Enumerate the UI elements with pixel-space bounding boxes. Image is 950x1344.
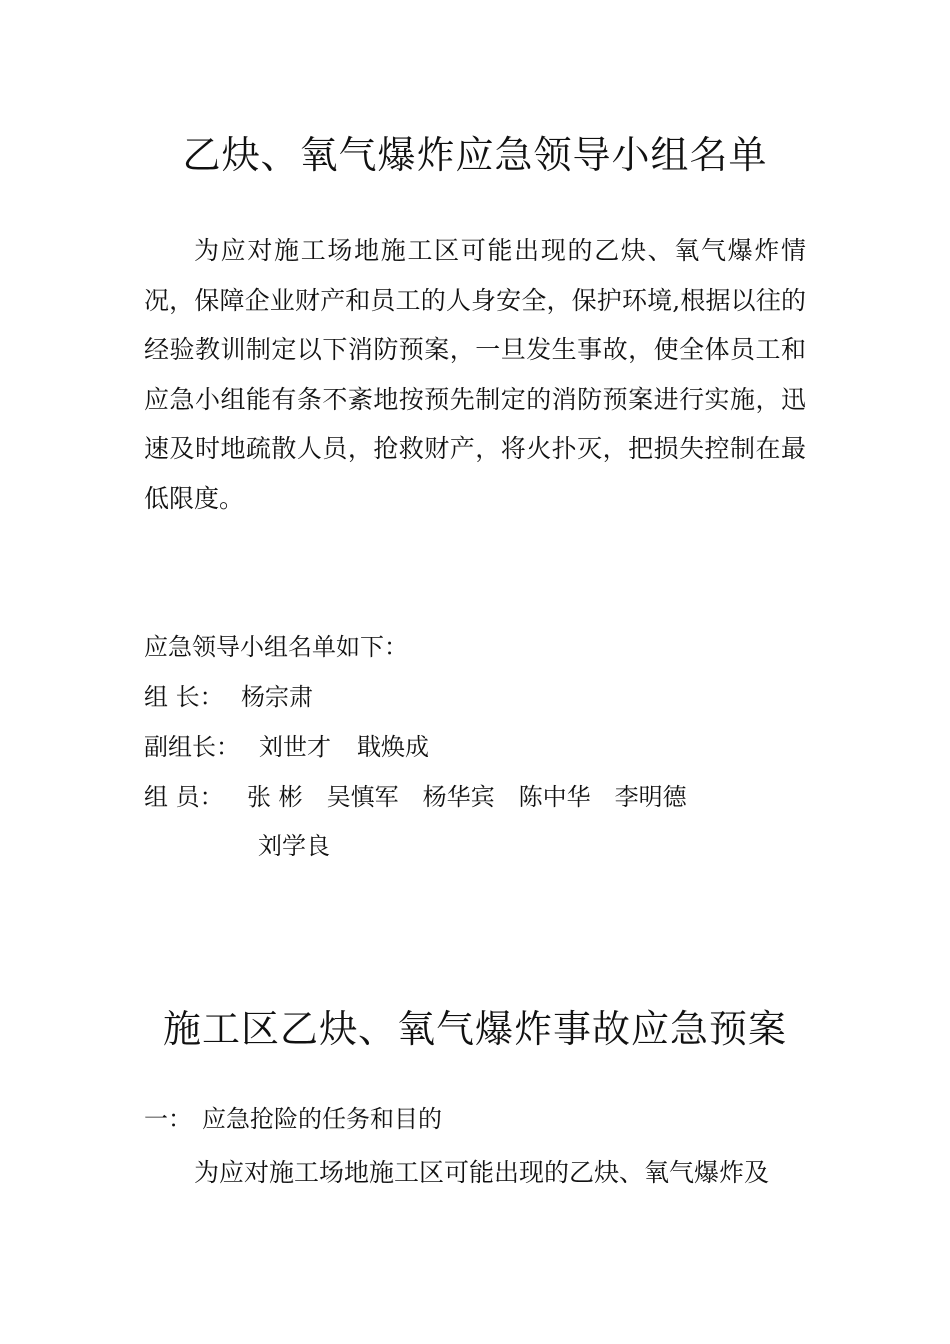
leader-names xyxy=(241,682,313,712)
leader-label: 组 长： xyxy=(144,683,224,711)
deputy-names xyxy=(259,732,455,762)
members-continuation: 刘学良 xyxy=(258,832,330,860)
intro-paragraph: 为应对施工场地施工区可能出现的乙炔、氧气爆炸情况，保障企业财产和员工的人身安全，保护环境,根据以往的经验教训制定以下消防预案，一旦发生事故，使全体员工和应急小组能有条不紊地按预先制定的消防预案进行实施，迅速及时地疏散人员，抢救财产，将火扑灭，把损失控制在最低限度。 xyxy=(144,236,806,513)
member-name: 陈中华 xyxy=(518,783,591,811)
member-name: 杨华宾 xyxy=(422,783,495,811)
member-name: 吴慎军 xyxy=(326,783,399,811)
section-heading-text: 应急抢险的任务和目的 xyxy=(202,1105,442,1133)
member-name: 张 彬 xyxy=(247,783,303,811)
deputy-row xyxy=(144,732,455,762)
members-names xyxy=(247,782,711,812)
deputy-name: 戢焕成 xyxy=(357,733,429,761)
leader-row xyxy=(144,682,313,712)
members-row xyxy=(144,782,711,812)
page-title: 乙炔、氧气爆炸应急领导小组名单 xyxy=(182,133,768,177)
list-heading: 应急领导小组名单如下： xyxy=(144,633,408,661)
deputy-name: 刘世才 xyxy=(259,733,331,761)
members-label: 组 员： xyxy=(144,783,224,811)
section-paragraph: 为应对施工场地施工区可能出现的乙炔、氧气爆炸及 xyxy=(194,1158,770,1187)
deputy-label: 副组长： xyxy=(144,733,240,761)
section-title: 施工区乙炔、氧气爆炸事故应急预案 xyxy=(162,1007,787,1051)
section-number: 一： xyxy=(144,1105,192,1133)
section-heading xyxy=(144,1104,442,1134)
leader-name: 杨宗肃 xyxy=(241,683,313,711)
member-name: 李明德 xyxy=(614,783,687,811)
